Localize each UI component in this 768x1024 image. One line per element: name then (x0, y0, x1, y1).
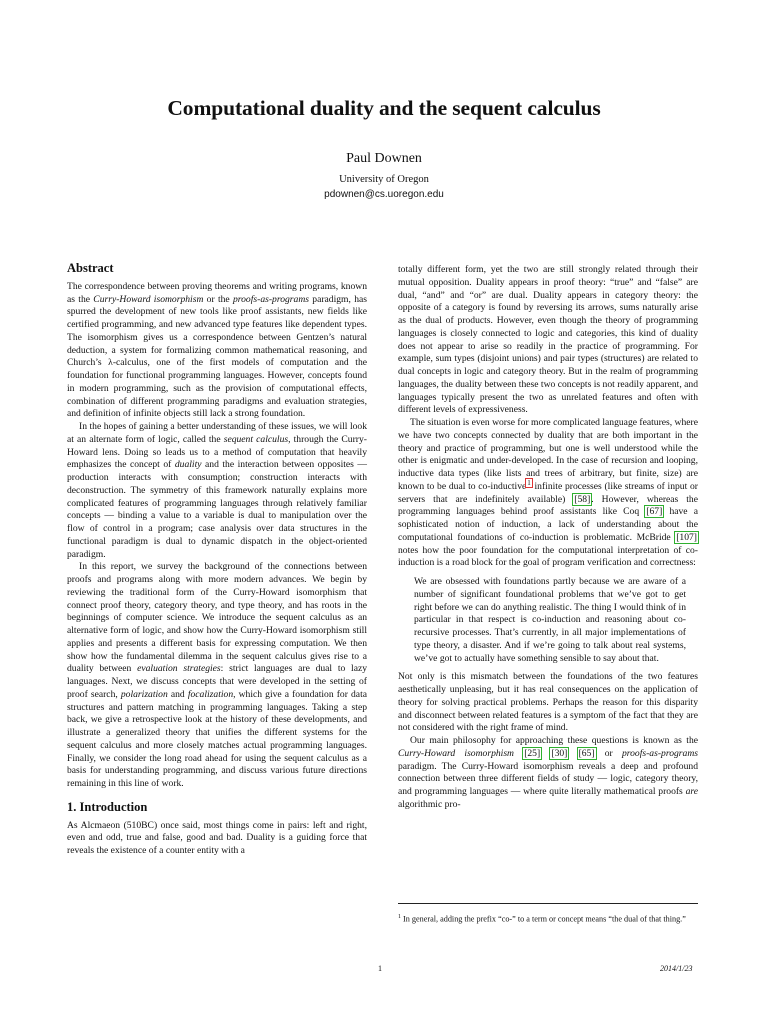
page-date: 2014/1/23 (660, 964, 693, 973)
footnote (398, 903, 698, 925)
author-affiliation: University of Oregon (339, 174, 429, 185)
citation-link-58[interactable]: [58] (574, 493, 591, 505)
citation-link-30[interactable]: [30] (551, 747, 568, 759)
page-number: 1 (378, 964, 382, 973)
abstract-paragraph-2: In the hopes of gaining a better understanding of these issues, we will look at an alternate form of logic, called the sequent calculus, through the Curry-Howard lens. Doing so leads us to a method of computation that heavily emphasizes the concept of duality and the interaction between opposites — production interacts with consumption; construction interacts with deconstruction. The symmetry of this framework naturally explains more complicated features of programming languages through relatively familiar concepts — binding a value to a variable is dual to manipulation over the flow of control in a program; case analysis over data structures in the functional paradigm is dual to dynamic dispatch in the object-oriented paradigm. (67, 421, 367, 560)
body-paragraph-philosophy: Our main philosophy for approaching these questions is known as the Curry-Howard isomorphism [25] [30] [65] or proofs-as-programs paradigm. The Curry-Howard isomorphism reveals a deep and profound connection between three different fields of study — logic, category theory, and programming languages — where quite literally mathematical proofs are algorithmic pro- (398, 735, 698, 810)
abstract-paragraph-1: The correspondence between proving theorems and writing programs, known as the Curry-Howard isomorphism or the proofs-as-programs paradigm, has spurred the development of new tools like proof assistants, new fields like certified programming, and new advanced type features like dependent types. The isomorphism gives us a correspondence between Gentzen’s natural deduction, a system for formalizing common mathematical reasoning, and Church’s λ-calculus, one of the first models of computation and the foundation for functional programming languages. However, concepts found in modern programming, such as the provision of computational effects, combination of different programming paradigms and evaluation strategies, and definition of infinite objects still lack a strong foundation. (67, 280, 367, 420)
left-column (67, 262, 367, 858)
right-column (398, 264, 698, 812)
introduction-heading: 1. Introduction (67, 799, 148, 814)
citation-link-65[interactable]: [65] (578, 747, 595, 759)
body-paragraph-coinduction: The situation is even worse for more complicated language features, where we have two concepts connected by duality that are both important in the theory and practice of programming, but one is well understood while the other is enigmatic and under-developed. In the case of recursion and looping, inductive data types (like lists and trees of arbitrary, but finite, size) are known to be dual to co-inductive$^1$ infinite processes (like streams of input or servers that are indefinitely available) [58]. However, whereas the programming languages behind proof assistants like Coq [67] have a sophisticated notion of induction, a lack of understanding about the computational foundations of co-induction is problematic. McBride [107] notes how the poor foundation for the computational interpretation of co-induction is a road block for the goal of program verification and correctness: (398, 417, 698, 569)
author-email: pdownen@cs.uoregon.edu (324, 189, 444, 200)
footnote-ref-1[interactable]: 1 (527, 478, 531, 487)
citation-link-107[interactable]: [107] (676, 531, 697, 543)
footnote-number: 1 (398, 914, 401, 920)
abstract-paragraph-3: In this report, we survey the background of the connections between proofs and programs along with more modern advances. We begin by reviewing the traditional form of the Curry-Howard isomorphism that connect proof theory, category theory, and type theory, and has roots in the beginnings of computer science. We introduce the sequent calculus as an alternative form of logic, and show how the Curry-Howard isomorphism still applies and presents a different basis for expressing computation. We then show how the fundamental dilemma in the sequent calculus gives rise to a duality between evaluation strategies: strict languages are dual to lazy languages. Next, we discuss concepts that were developed in the setting of proof search, polarization and focalization, which give a foundation for data structures and pattern matching in programming languages. Taking a step back, we give a retrospective look at the history of these developments, and illustrate a generalized theory that unifies the different systems for the sequent calculus and more closely matches actual programming languages. Finally, we consider the long road ahead for using the sequent calculus as a basis for understanding programming, and discuss various future directions remaining in this line of work. (67, 561, 368, 789)
body-paragraph-duality: totally different form, yet the two are still strongly related through their mutual opposition. Duality appears in proof theory: “true” and “false” are dual, “and” and “or” are dual. Duality appears in category theory: the opposite of a category is found by reversing its arrows, sums naturally arise as the dual of products. However, even though the theory of programming languages is closely connected to logic and categories, this kind of duality does not appear to arise so readily in the practice of programming. For example, sum types (disjoint unions) and pair types (structures) are related to dual concepts in logic and category theory. But in the realm of programming languages, the duality between these two concepts is not readily apparent, and languages typically present the two as unrelated features and often with different levels of expressiveness. (398, 264, 698, 416)
block-quote: We are obsessed with foundations partly because we are aware of a number of significant foundational problems that we’ve got to get right before we can do anything realistic. The thing I would think of in particular in that respect is co-induction and reasoning about co-recursive processes. That’s currently, in all major implementations of type theory, a disaster. And if we’re going to talk about real systems, we’ve got to actually have something sensible to say about that. (414, 576, 686, 664)
footnote-text: In general, adding the prefix “co-” to a term or concept means “the dual of that thing.” (403, 914, 686, 924)
author-name: Paul Downen (346, 151, 422, 166)
introduction-paragraph-1: As Alcmaeon (510BC) once said, most things come in pairs: left and right, even and odd, true and false, good and bad. Duality is a guiding force that reveals the existence of a counter entity with a (67, 819, 367, 856)
abstract-heading: Abstract (67, 261, 114, 275)
body-paragraph-mismatch: Not only is this mismatch between the foundations of the two features aesthetically unpleasing, but it has real consequences on the application of theory for solving practical problems. Perhaps the reason for this disparity and disconnect between related features is a symptom of the fact that they are not considered with the right frame of mind. (398, 671, 698, 734)
citation-link-25[interactable]: [25] (524, 747, 541, 759)
paper-title: Computational duality and the sequent calculus (167, 96, 601, 120)
citation-link-67[interactable]: [67] (646, 506, 663, 518)
